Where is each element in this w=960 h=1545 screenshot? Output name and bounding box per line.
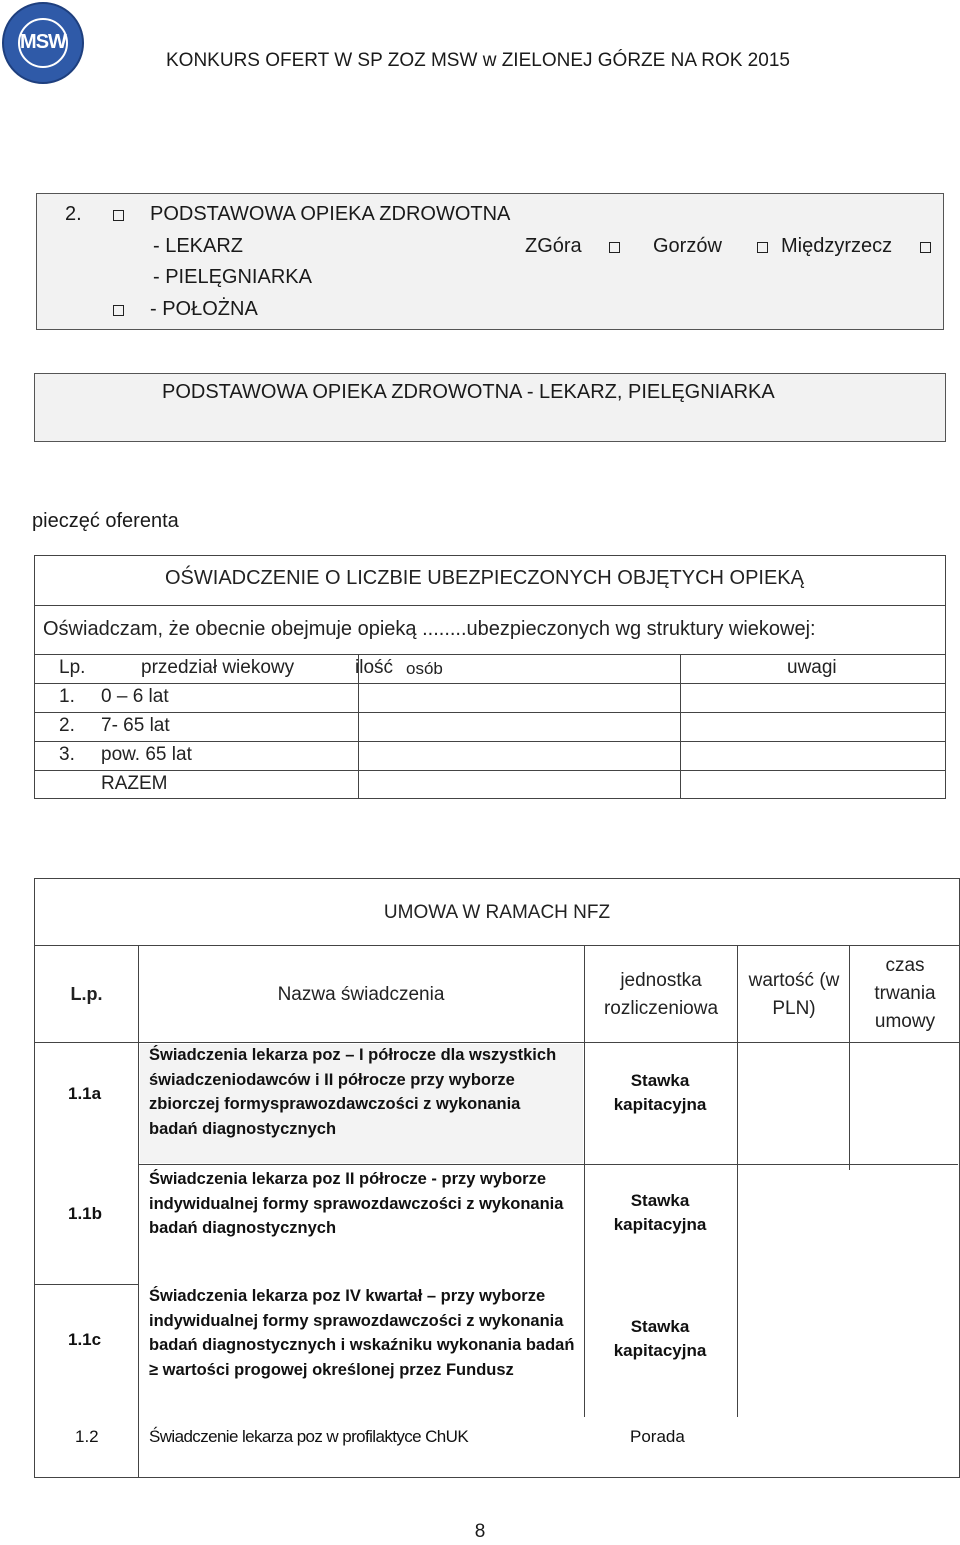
section-number: 2. [65,203,82,225]
col-lp: L.p. [70,984,103,1004]
col-notes: uwagi [787,657,837,678]
location-gorzow: Gorzów [653,235,722,257]
row-service-name: Świadczenia lekarza poz IV kwartał – przy wyborze indywidualnej formy sprawozdawczości z wykonania badań diagnostycznych i wskaźniku wykonania badań ≥ wartości progowej określonej przez Fundusz [149,1287,575,1379]
row-age-range: pow. 65 lat [101,744,192,765]
col-duration: czas trwania umowy [874,955,936,1032]
contract-title: UMOWA W RAMACH NFZ [383,902,611,923]
checkbox-gorzow[interactable] [757,242,768,253]
col-count: ilość [355,657,394,678]
location-zgora: ZGóra [525,235,582,257]
row-lp: 1. [59,686,75,707]
row-billing-unit: Stawka kapitacyjna [613,1191,707,1234]
col-age-range: przedział wiekowy [141,657,295,678]
row-lp: 1.1c [68,1330,102,1349]
page-number: 8 [474,1521,486,1542]
checkbox-polozna[interactable] [113,305,124,316]
checkbox-miedzyrzecz[interactable] [920,242,931,253]
option-lekarz: - LEKARZ [153,235,244,257]
section-2-box [36,193,944,330]
col-lp: Lp. [59,657,86,678]
col-count-small: osób [406,659,443,678]
row-billing-unit: Porada [630,1427,685,1446]
row-billing-unit: Stawka kapitacyjna [613,1071,707,1114]
stamp-label: pieczęć oferenta [32,510,179,532]
header-title: KONKURS OFERT W SP ZOZ MSW w ZIELONEJ GÓRZE NA ROK 2015 [166,50,790,71]
declaration-statement: Oświadczam, że obecnie obejmuje opieką ........ubezpieczonych wg struktury wiekowej: [43,618,816,640]
location-miedzyrzecz: Międzyrzecz [781,235,893,257]
row-service-name: Świadczenia lekarza poz – I półrocze dla wszystkich świadczeniodawców i II półrocze przy wyborze zbiorczej formysprawozdawczości z wykonania badań diagnostycznych [149,1046,557,1138]
declaration-title: OŚWIADCZENIE O LICZBIE UBEZPIECZONYCH OBJĘTYCH OPIEKĄ [165,567,804,589]
col-service-name: Nazwa świadczenia [277,984,445,1005]
row-service-name: Świadczenie lekarza poz w profilaktyce ChUK [149,1427,469,1446]
row-lp: 1.1a [68,1084,102,1103]
option-polozna: - POŁOŻNA [150,298,258,320]
declaration-table [34,555,946,799]
row-age-range: 7- 65 lat [101,715,170,736]
row-billing-unit: Stawka kapitacyjna [613,1317,707,1360]
col-value: wartość (w PLN) [748,970,840,1019]
col-billing-unit: jednostka rozliczeniowa [603,970,719,1019]
total-label: RAZEM [101,773,168,794]
checkbox-zgora[interactable] [609,242,620,253]
section-2-title: PODSTAWOWA OPIEKA ZDROWOTNA [150,203,511,225]
msw-logo [2,2,84,84]
row-age-range: 0 – 6 lat [101,686,169,707]
row-lp: 1.1b [68,1204,103,1223]
row-lp: 2. [59,715,75,736]
section-title: PODSTAWOWA OPIEKA ZDROWOTNA - LEKARZ, PIELĘGNIARKA [162,381,775,403]
contract-table [34,878,960,1478]
row-lp: 1.2 [75,1427,99,1446]
option-pielegniarka: - PIELĘGNIARKA [153,266,312,288]
section-title-box [34,373,946,442]
logo-text: MSW [20,31,66,53]
row-service-name: Świadczenia lekarza poz II półrocze - przy wyborze indywidualnej formy sprawozdawczości z wykonania badań diagnostycznych [149,1170,564,1237]
checkbox-poz[interactable] [113,210,124,221]
row-lp: 3. [59,744,75,765]
